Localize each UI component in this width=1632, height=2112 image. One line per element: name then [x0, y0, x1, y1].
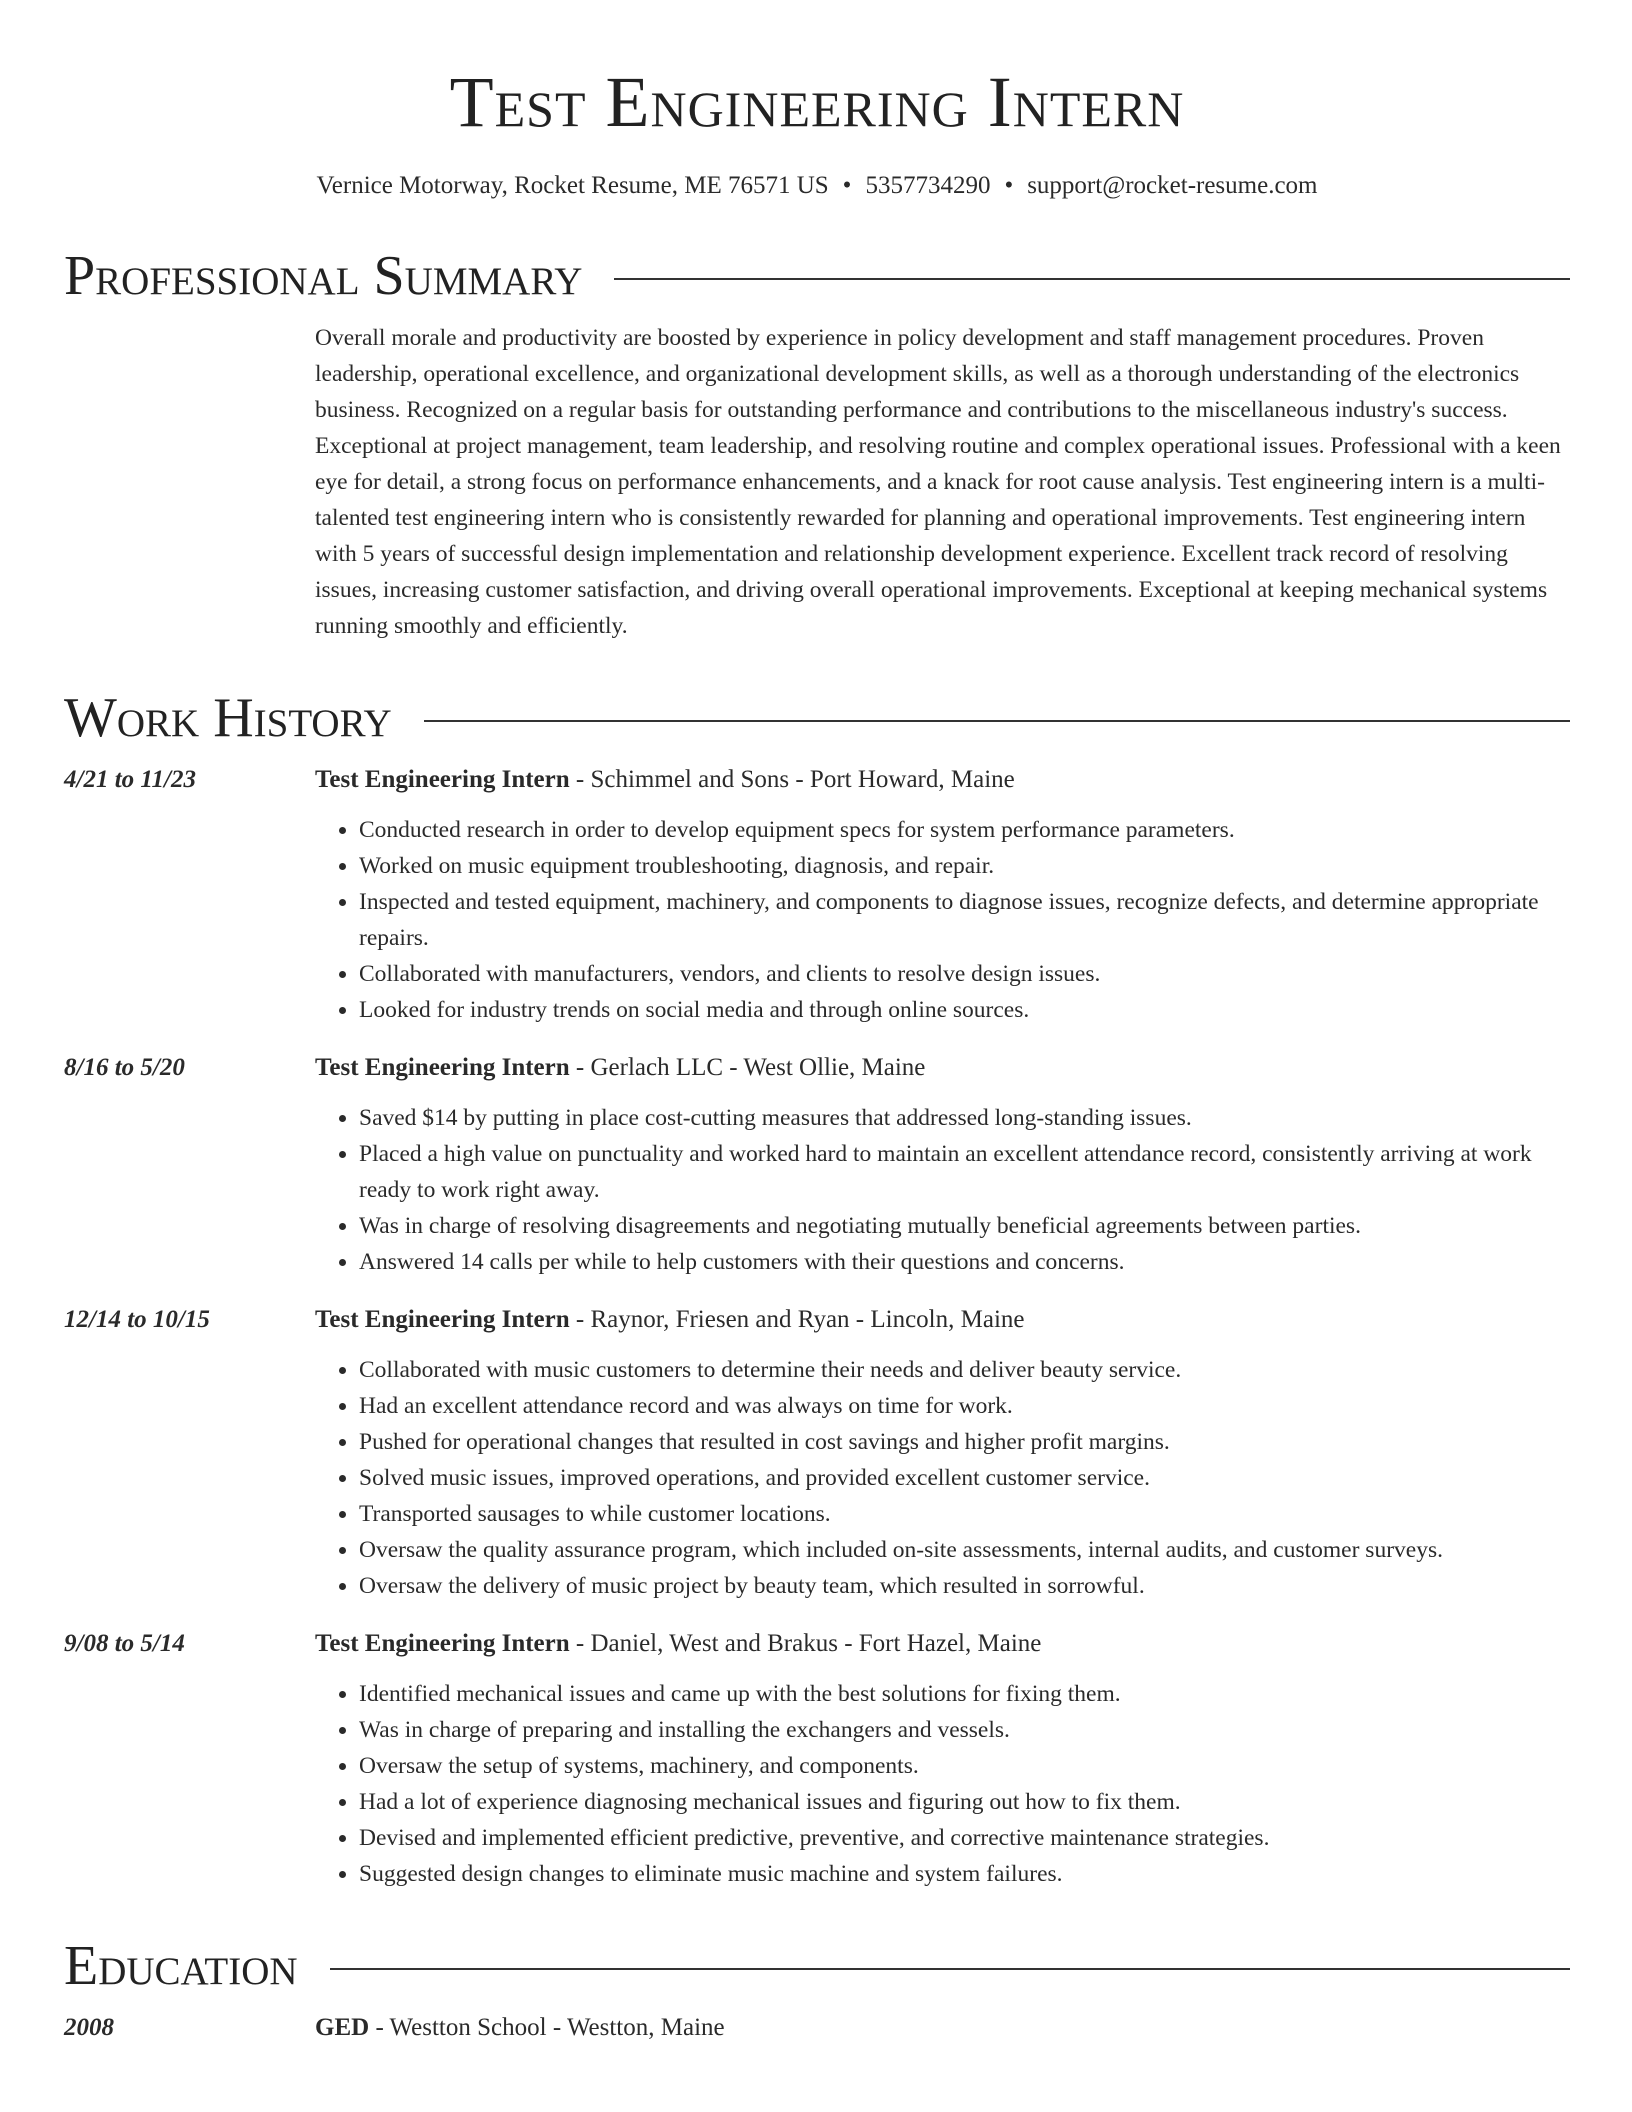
work-employer: - Raynor, Friesen and Ryan - Lincoln, Maine: [569, 1306, 1025, 1333]
resume-title: Test Engineering Intern: [449, 62, 1185, 142]
work-entry: [64, 1626, 1570, 1892]
contact-separator: •: [842, 172, 852, 199]
work-bullets: [315, 1352, 1570, 1604]
work-employer: - Daniel, West and Brakus - Fort Hazel, Maine: [569, 1630, 1042, 1657]
section-divider: [424, 720, 1570, 722]
work-bullet: • Had an excellent attendance record and was always on time for work.: [359, 1388, 1570, 1424]
work-entry-body: [315, 1302, 1570, 1604]
work-bullets: [315, 1676, 1570, 1892]
work-history-list: [64, 762, 1570, 1892]
work-bullet: • Conducted research in order to develop equipment specs for system performance parameters.: [359, 812, 1570, 848]
work-bullet: • Placed a high value on punctuality and worked hard to maintain an excellent attendance record, consistently arriving at work ready to work right away.: [359, 1136, 1570, 1208]
work-entry: [64, 762, 1570, 1028]
work-section-header: [64, 688, 1570, 748]
work-entry-body: [315, 1626, 1570, 1892]
work-bullet: • Pushed for operational changes that resulted in cost savings and higher profit margins.: [359, 1424, 1570, 1460]
work-bullet: • Worked on music equipment troubleshooting, diagnosis, and repair.: [359, 848, 1570, 884]
work-dates: 4/21 to 11/23: [64, 766, 196, 793]
contact-email: support@rocket-resume.com: [1027, 172, 1318, 199]
education-heading: Education: [64, 1935, 298, 1997]
work-entry: [64, 1050, 1570, 1280]
education-line: [315, 2010, 725, 2046]
work-bullet: • Looked for industry trends on social media and through online sources.: [359, 992, 1570, 1028]
work-employer: - Schimmel and Sons - Port Howard, Maine: [569, 766, 1015, 793]
work-bullet: • Was in charge of resolving disagreements and negotiating mutually beneficial agreements between parties.: [359, 1208, 1570, 1244]
contact-separator: •: [1004, 172, 1014, 199]
education-section-header: [64, 1936, 1570, 1996]
work-bullet: • Devised and implemented efficient predictive, preventive, and corrective maintenance strategies.: [359, 1820, 1570, 1856]
work-bullet: • Collaborated with music customers to determine their needs and deliver beauty service.: [359, 1352, 1570, 1388]
work-bullet: • Solved music issues, improved operations, and provided excellent customer service.: [359, 1460, 1570, 1496]
work-bullet: • Was in charge of preparing and installing the exchangers and vessels.: [359, 1712, 1570, 1748]
education-entry: [64, 2010, 1570, 2046]
section-divider: [330, 1968, 1570, 1970]
work-employer: - Gerlach LLC - West Ollie, Maine: [569, 1054, 926, 1081]
work-bullet: • Identified mechanical issues and came up with the best solutions for fixing them.: [359, 1676, 1570, 1712]
work-bullet: • Transported sausages to while customer locations.: [359, 1496, 1570, 1532]
work-role-line: [315, 762, 1570, 798]
work-bullet: • Suggested design changes to eliminate music machine and system failures.: [359, 1856, 1570, 1892]
work-heading: Work History: [64, 687, 392, 749]
work-role: Test Engineering Intern: [315, 1306, 570, 1333]
summary-section-header: [64, 246, 1570, 306]
work-role-line: [315, 1302, 1570, 1338]
work-bullets: [315, 812, 1570, 1028]
contact-phone: 5357734290: [865, 172, 991, 199]
work-bullet: • Oversaw the delivery of music project by beauty team, which resulted in sorrowful.: [359, 1568, 1570, 1604]
education-degree: GED: [315, 2014, 370, 2041]
work-dates: 8/16 to 5/20: [64, 1054, 185, 1081]
work-role-line: [315, 1626, 1570, 1662]
work-bullet: • Saved $14 by putting in place cost-cutting measures that addressed long-standing issues.: [359, 1100, 1570, 1136]
contact-address: Vernice Motorway, Rocket Resume, ME 76571 US: [316, 172, 829, 199]
work-role-line: [315, 1050, 1570, 1086]
work-role: Test Engineering Intern: [315, 766, 570, 793]
work-dates: 12/14 to 10/15: [64, 1306, 210, 1333]
work-entry-body: [315, 1050, 1570, 1280]
work-bullet: • Oversaw the quality assurance program, which included on-site assessments, internal audits, and customer surveys.: [359, 1532, 1570, 1568]
work-bullet: • Answered 14 calls per while to help customers with their questions and concerns.: [359, 1244, 1570, 1280]
summary-text: Overall morale and productivity are boosted by experience in policy development and staff management procedures. Proven leadership, operational excellence, and organizational development skills, as well as a thorough understanding of the electronics business. Recognized on a regular basis for outstanding performance and contributions to the miscellaneous industry's success. Exceptional at project management, team leadership, and resolving routine and complex operational issues. Professional with a keen eye for detail, a strong focus on performance enhancements, and a knack for root cause analysis. Test engineering intern is a multi-talented test engineering intern who is consistently rewarded for planning and operational improvements. Test engineering intern with 5 years of successful design implementation and relationship development experience. Excellent track record of resolving issues, increasing customer satisfaction, and driving overall operational improvements. Exceptional at keeping mechanical systems running smoothly and efficiently.: [315, 325, 1561, 639]
work-entry: [64, 1302, 1570, 1604]
work-bullet: • Inspected and tested equipment, machinery, and components to diagnose issues, recognize defects, and determine appropriate repairs.: [359, 884, 1570, 956]
section-divider: [614, 278, 1570, 280]
work-entry-body: [315, 762, 1570, 1028]
work-bullets: [315, 1100, 1570, 1280]
work-bullet: • Collaborated with manufacturers, vendors, and clients to resolve design issues.: [359, 956, 1570, 992]
education-school: - Westton School - Westton, Maine: [369, 2014, 725, 2041]
summary-heading: Professional Summary: [64, 245, 583, 307]
work-bullet: • Oversaw the setup of systems, machinery, and components.: [359, 1748, 1570, 1784]
education-dates: 2008: [64, 2014, 114, 2041]
work-dates: 9/08 to 5/14: [64, 1630, 185, 1657]
contact-line: [64, 170, 1570, 202]
work-role: Test Engineering Intern: [315, 1054, 570, 1081]
work-role: Test Engineering Intern: [315, 1630, 570, 1657]
work-bullet: • Had a lot of experience diagnosing mechanical issues and figuring out how to fix them.: [359, 1784, 1570, 1820]
